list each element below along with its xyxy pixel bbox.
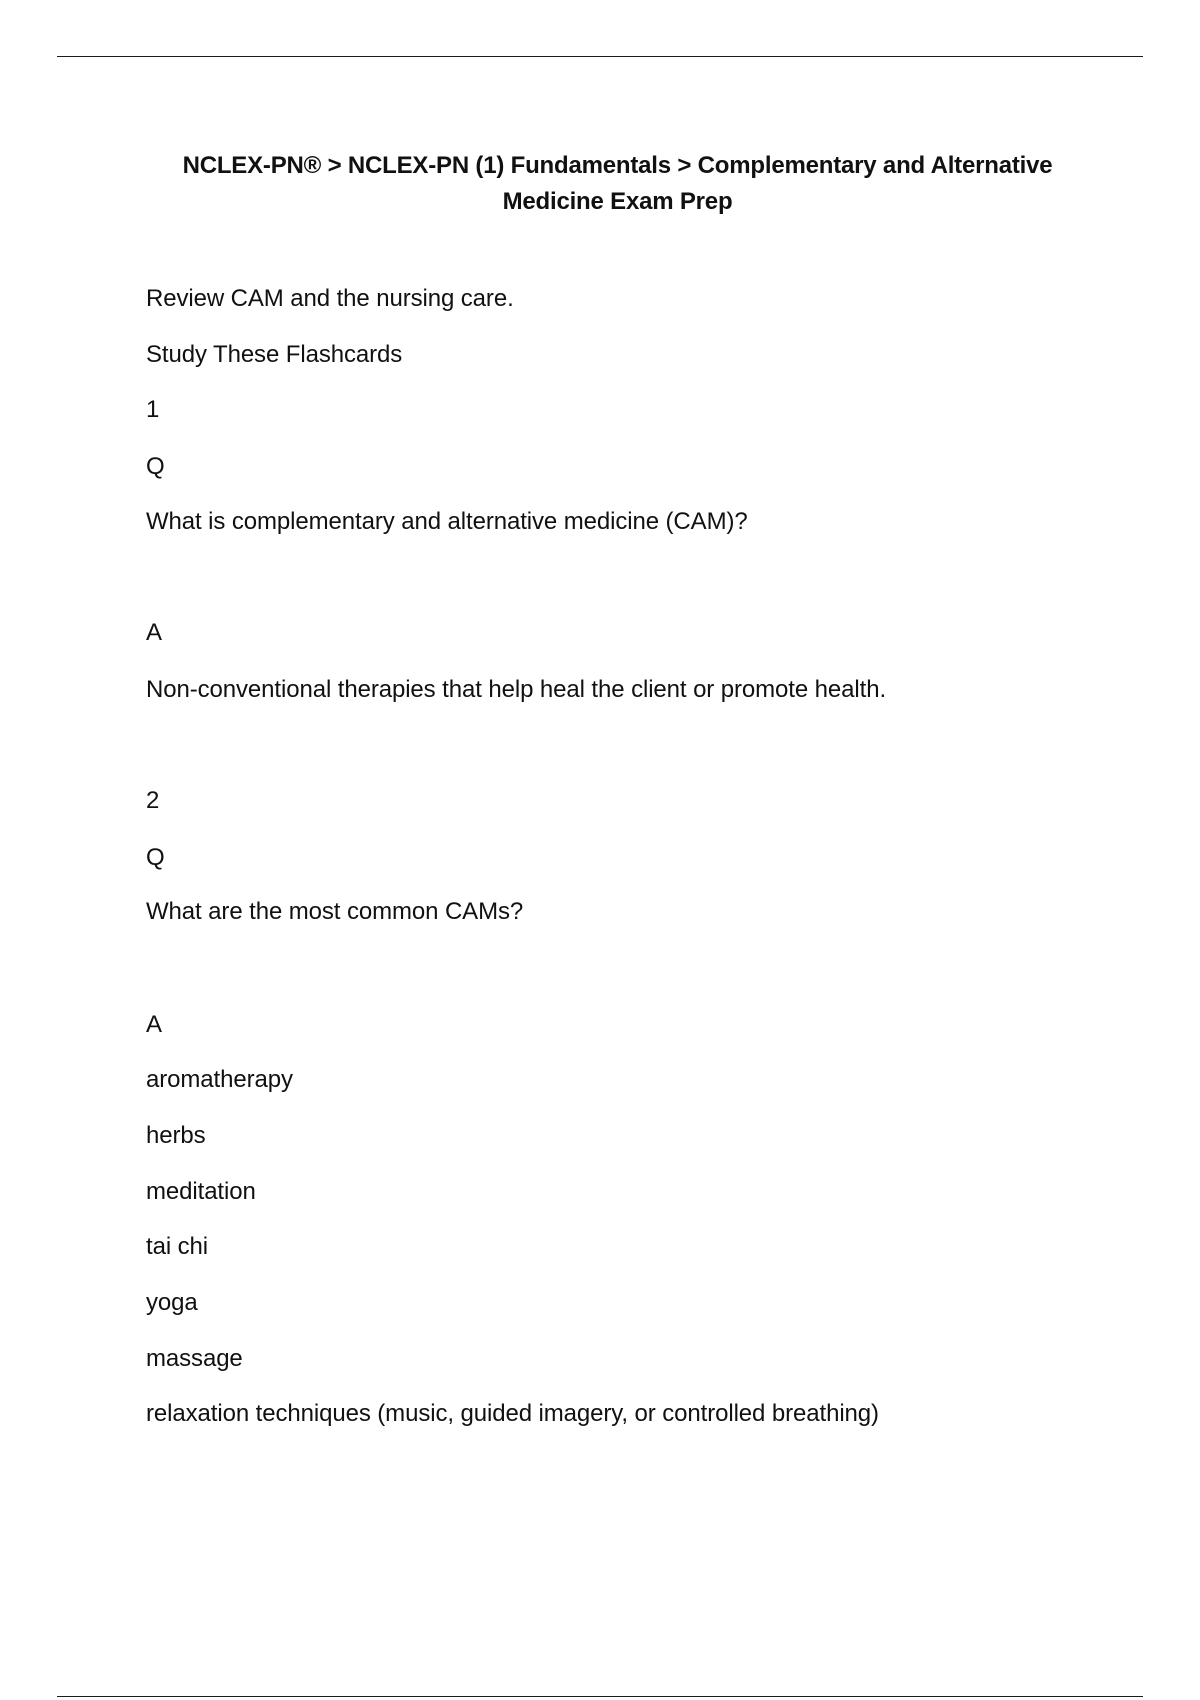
card-2-answer-line: yoga [146,1289,198,1316]
card-1-answer-line: Non-conventional therapies that help heal the client or promote health. [146,676,887,703]
card-2-question: What are the most common CAMs? [146,898,524,925]
card-2-question-label: Q [146,844,165,871]
card-2-number: 2 [146,787,160,814]
card-1-number: 1 [146,396,160,423]
study-flashcards-label: Study These Flashcards [146,341,403,368]
card-2-answer-line: relaxation techniques (music, guided imagery, or controlled breathing) [146,1400,879,1427]
card-2-answer-line: meditation [146,1178,256,1205]
bottom-rule [57,1696,1143,1697]
card-1-answer-label: A [146,619,162,646]
card-1-question-label: Q [146,453,165,480]
page-title-line-2: Medicine Exam Prep [502,188,733,215]
card-2-answer-line: massage [146,1345,243,1372]
card-2-answer-line: aromatherapy [146,1066,293,1093]
card-2-answer-line: tai chi [146,1233,208,1260]
top-rule [57,56,1143,57]
card-1-question: What is complementary and alternative medicine (CAM)? [146,508,748,535]
page-title [150,148,1085,220]
card-2-answer-label: A [146,1011,162,1038]
page-title-line-1: NCLEX-PN® > NCLEX-PN (1) Fundamentals > Complementary and Alternative [182,152,1053,179]
intro-description: Review CAM and the nursing care. [146,285,514,312]
card-2-answer-line: herbs [146,1122,206,1149]
